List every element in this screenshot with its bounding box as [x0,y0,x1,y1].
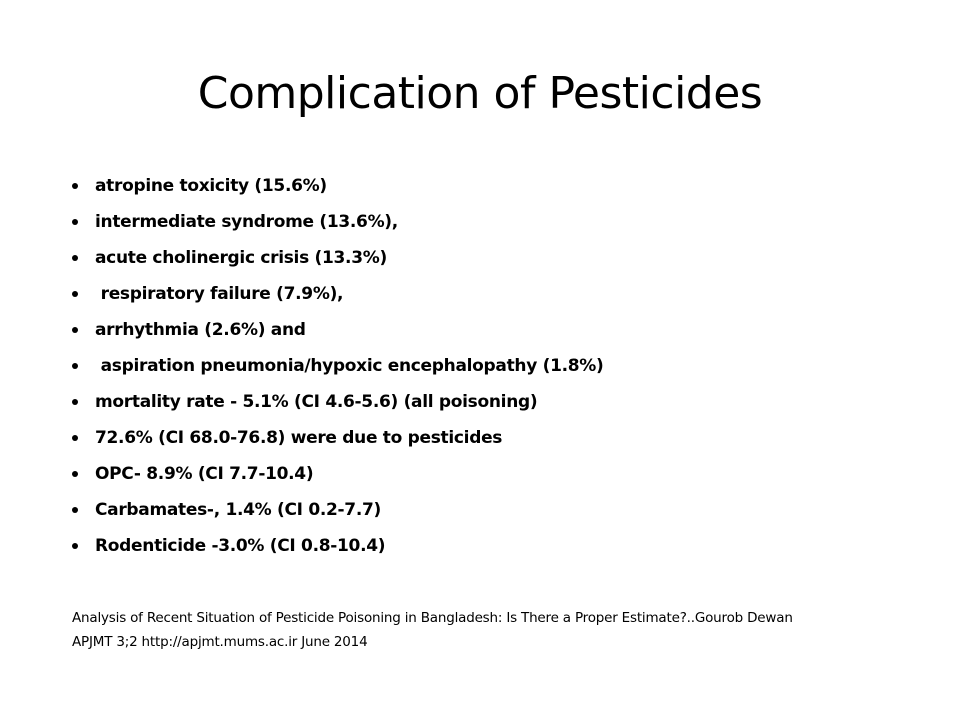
bullet-text: 72.6% (CI 68.0-76.8) were due to pesticides [95,428,503,448]
bullet-icon [72,399,78,405]
bullet-icon [72,255,78,261]
bullet-item [72,456,932,492]
bullet-item [72,312,932,348]
bullet-item [72,492,932,528]
bullet-text: respiratory failure (7.9%), [95,284,344,304]
bullet-item [72,420,932,456]
bullet-icon [72,507,78,513]
bullet-item [72,168,932,204]
bullet-text: atropine toxicity (15.6%) [95,176,327,196]
bullet-text: arrhythmia (2.6%) and [95,320,306,340]
bullet-text: acute cholinergic crisis (13.3%) [95,248,387,268]
bullet-item [72,384,932,420]
bullet-icon [72,363,78,369]
bullet-text: OPC- 8.9% (CI 7.7-10.4) [95,464,314,484]
bullet-item [72,528,932,564]
bullet-item [72,348,932,384]
citation-line-1: Analysis of Recent Situation of Pesticide Poisoning in Bangladesh: Is There a Proper Estimate?..Gourob Dewan [72,610,793,626]
bullet-item [72,276,932,312]
bullet-text: intermediate syndrome (13.6%), [95,212,398,232]
bullet-icon [72,327,78,333]
citation-line-2: APJMT 3;2 http://apjmt.mums.ac.ir June 2014 [72,634,368,650]
citation [72,606,932,654]
bullet-icon [72,291,78,297]
bullet-icon [72,435,78,441]
bullet-list [72,168,932,564]
slide-title: Complication of Pesticides [197,68,763,119]
bullet-icon [72,219,78,225]
bullet-icon [72,183,78,189]
bullet-item [72,240,932,276]
bullet-icon [72,471,78,477]
bullet-icon [72,543,78,549]
bullet-text: aspiration pneumonia/hypoxic encephalopathy (1.8%) [95,356,604,376]
bullet-text: Rodenticide -3.0% (CI 0.8-10.4) [95,536,386,556]
bullet-item [72,204,932,240]
bullet-text: Carbamates-, 1.4% (CI 0.2-7.7) [95,500,381,520]
bullet-text: mortality rate - 5.1% (CI 4.6-5.6) (all poisoning) [95,392,538,412]
